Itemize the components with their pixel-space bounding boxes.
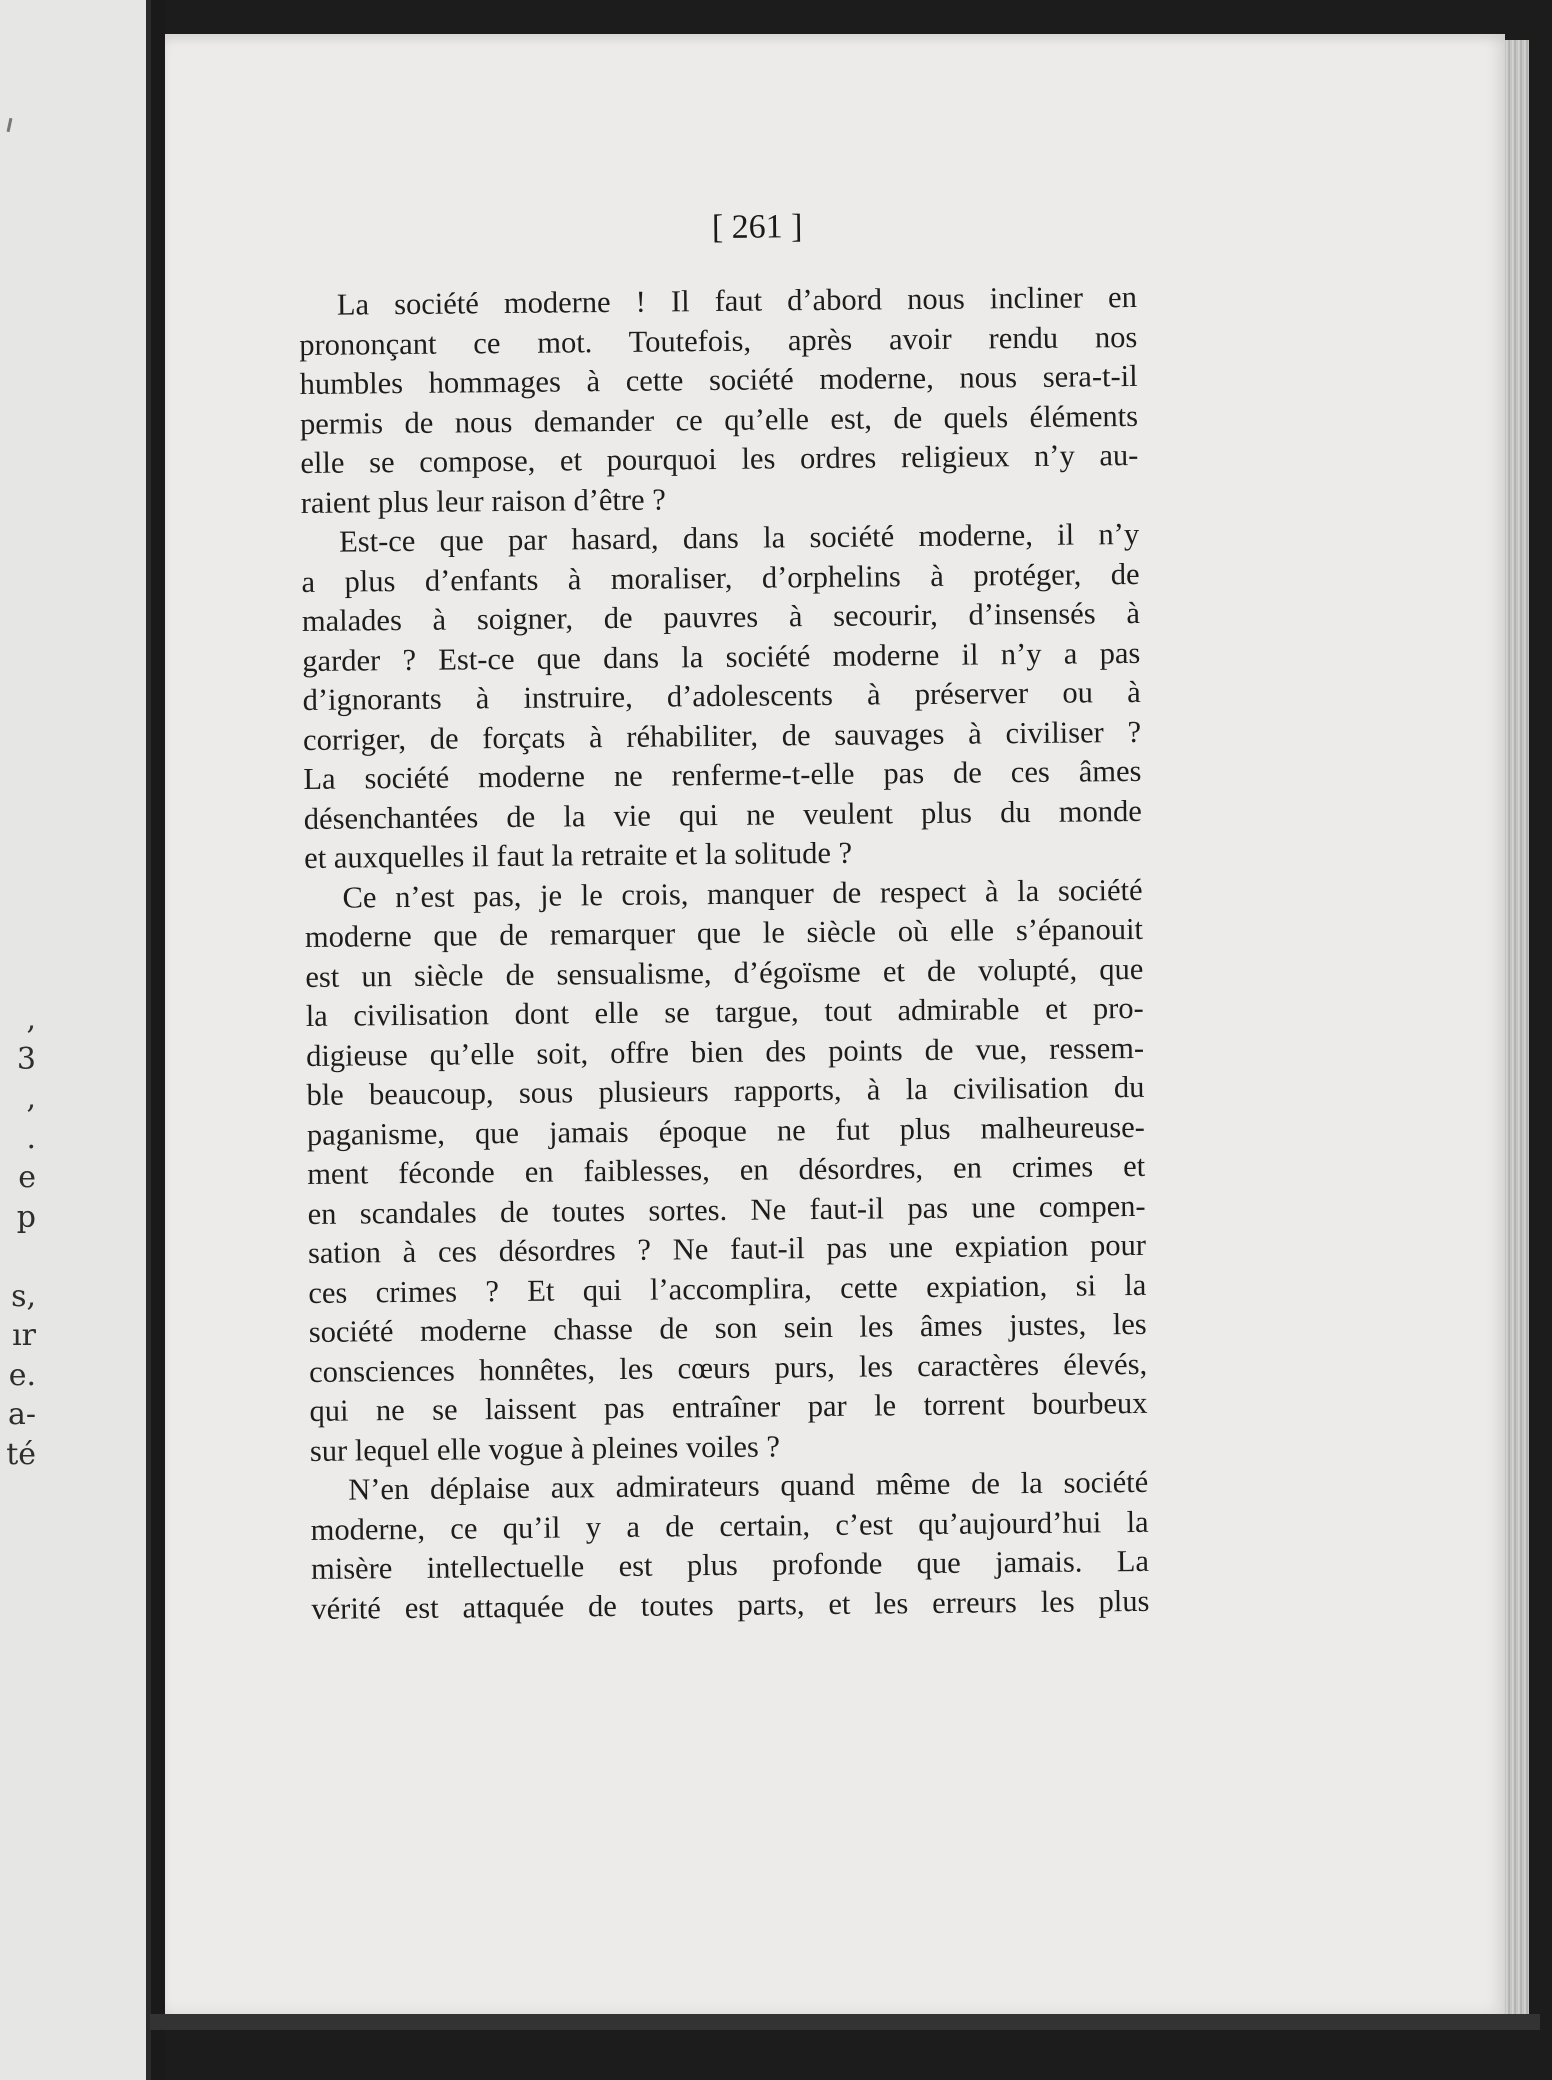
- text-line: corriger, de forçats à réhabiliter, de sauvages à civiliser ?: [302, 714, 1142, 757]
- left-page-edge: [0, 0, 151, 2080]
- text-line: garder ? Est-ce que dans la société moderne il n’y a pas: [302, 635, 1141, 678]
- left-fragment: e: [18, 1160, 36, 1195]
- left-fragment: s,: [11, 1278, 36, 1314]
- text-line: La société moderne ! Il faut d’abord nous incliner en: [336, 279, 1138, 322]
- left-fragment: ,: [26, 1002, 36, 1037]
- text-line: ment féconde en faiblesses, en désordres, en crimes et: [307, 1148, 1146, 1191]
- text-line: société moderne chasse de son sein les âmes justes, les: [308, 1306, 1147, 1349]
- page-number: [ 261 ]: [711, 208, 803, 247]
- text-line: La société moderne ne renferme-t-elle pas de ces âmes: [303, 753, 1142, 796]
- text-line: vérité est attaquée de toutes parts, et les erreurs les plus: [311, 1583, 1150, 1626]
- left-fragment: té: [6, 1436, 36, 1472]
- left-fragment: .: [26, 1120, 36, 1156]
- page-text-block: [298, 204, 1150, 1629]
- text-line: d’ignorants à instruire, d’adolescents à préserver ou à: [302, 674, 1141, 717]
- text-line: N’en déplaise aux admirateurs quand même de la société: [348, 1464, 1149, 1507]
- text-line: ces crimes ? Et qui l’accomplira, cette expiation, si la: [308, 1267, 1147, 1310]
- text-line: est un siècle de sensualisme, d’égoïsme et de volupté, que: [305, 951, 1144, 994]
- text-line: sation à ces désordres ? Ne faut-il pas une expiation pour: [307, 1227, 1147, 1270]
- left-fragment: ır: [12, 1318, 36, 1353]
- text-line: sur lequel elle vogue à pleines voiles ?: [309, 1428, 781, 1468]
- text-line: ble beaucoup, sous plusieurs rapports, à la civilisation du: [306, 1069, 1145, 1112]
- gutter-shadow: [151, 0, 165, 2080]
- left-fragment: a-: [7, 1397, 36, 1432]
- book-bottom-edge: [150, 2014, 1540, 2030]
- text-line: misère intellectuelle est plus profonde que jamais. La: [310, 1543, 1150, 1586]
- text-line: moderne que de remarquer que le siècle où elle s’épanouit: [304, 911, 1144, 954]
- paragraph-4: [310, 1463, 1149, 1629]
- text-line: Ce n’est pas, je le crois, manquer de respect à la société: [342, 872, 1143, 915]
- paragraph-3: [304, 870, 1148, 1471]
- text-line: consciences honnêtes, les cœurs purs, les caractères élevés,: [308, 1346, 1148, 1389]
- text-line: et auxquelles il faut la retraite et la solitude ?: [304, 835, 853, 875]
- text-line: digieuse qu’elle soit, offre bien des points de vue, ressem-: [305, 1030, 1145, 1073]
- text-line: malades à soigner, de pauvres à secourir, d’insensés à: [301, 595, 1141, 638]
- left-page-speck: [7, 118, 13, 132]
- left-fragment: [0, 1237, 36, 1277]
- text-line: elle se compose, et pourquoi les ordres religieux n’y au-: [300, 437, 1139, 480]
- left-fragment: 3: [16, 1041, 36, 1077]
- text-line: paganisme, que jamais époque ne fut plus malheureuse-: [306, 1109, 1145, 1152]
- left-fragment: ,: [26, 1081, 36, 1116]
- page-stack-edge: [1505, 40, 1529, 2015]
- text-line: en scandales de toutes sortes. Ne faut-il pas une compen-: [307, 1188, 1146, 1231]
- text-line: raient plus leur raison d’être ?: [300, 481, 666, 520]
- text-line: humbles hommages à cette société moderne, nous sera-t-il: [299, 358, 1138, 401]
- text-line: prononçant ce mot. Toutefois, après avoir rendu nos: [299, 319, 1138, 362]
- text-line: permis de nous demander ce qu’elle est, de quels éléments: [299, 398, 1139, 441]
- text-line: a plus d’enfants à moraliser, d’orphelins à protéger, de: [301, 556, 1140, 599]
- left-fragment: p: [16, 1199, 36, 1235]
- left-page-text-fragments: [0, 1000, 36, 1474]
- paragraph-2: [301, 515, 1142, 879]
- paragraph-1: [299, 278, 1139, 523]
- text-line: qui ne se laissent pas entraîner par le torrent bourbeux: [309, 1385, 1148, 1428]
- text-line: la civilisation dont elle se targue, tout admirable et pro-: [305, 990, 1144, 1033]
- left-fragment: e.: [8, 1357, 36, 1393]
- text-line: Est-ce que par hasard, dans la société moderne, il n’y: [339, 516, 1140, 559]
- text-line: désenchantées de la vie qui ne veulent plus du monde: [303, 793, 1142, 836]
- text-line: moderne, ce qu’il y a de certain, c’est qu’aujourd’hui la: [310, 1504, 1149, 1547]
